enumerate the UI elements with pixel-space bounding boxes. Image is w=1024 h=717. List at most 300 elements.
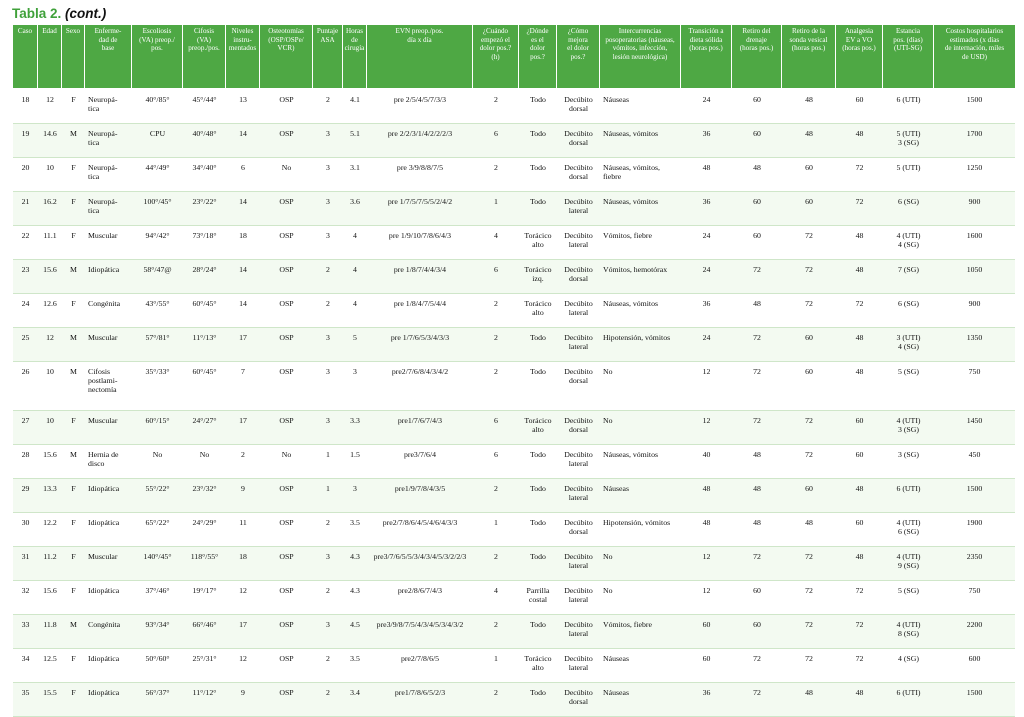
- table-cell: 4.1: [343, 90, 367, 124]
- table-cell: 14: [226, 260, 260, 294]
- table-cell: 48: [836, 479, 883, 513]
- table-cell: 1: [313, 479, 343, 513]
- column-header: Retiro de la sonda vesical (horas pos.): [782, 25, 836, 90]
- table-cell: Congénita: [85, 615, 132, 649]
- table-cell: 4.3: [343, 547, 367, 581]
- table-cell: 72: [732, 260, 782, 294]
- column-header: Enferme- dad de base: [85, 25, 132, 90]
- column-header: Sexo: [62, 25, 85, 90]
- table-cell: 60: [732, 226, 782, 260]
- table-cell: 6: [226, 158, 260, 192]
- table-cell: 1700: [934, 124, 1015, 158]
- table-cell: Todo: [519, 615, 557, 649]
- table-cell: F: [62, 513, 85, 547]
- table-cell: 24: [681, 226, 732, 260]
- table-cell: 60°/45°: [183, 362, 226, 411]
- table-cell: 24°/29°: [183, 513, 226, 547]
- table-cell: Decúbito dorsal: [557, 513, 600, 547]
- table-cell: No: [600, 547, 681, 581]
- table-cell: 3.3: [343, 411, 367, 445]
- table-cell: 1500: [934, 479, 1015, 513]
- table-cell: 1: [473, 513, 519, 547]
- table-cell: No: [260, 445, 313, 479]
- table-cell: 5 (UTI) 3 (SG): [883, 124, 934, 158]
- table-cell: 2: [313, 581, 343, 615]
- table-cell: 31: [13, 547, 38, 581]
- table-cell: pre3/7/6/5/5/3/4/3/4/5/3/2/2/3: [367, 547, 473, 581]
- table-cell: 72: [836, 192, 883, 226]
- table-cell: 72: [782, 547, 836, 581]
- table-cell: Muscular: [85, 547, 132, 581]
- column-header: Caso: [13, 25, 38, 90]
- table-cell: OSP: [260, 479, 313, 513]
- table-cell: Todo: [519, 158, 557, 192]
- table-cell: OSP: [260, 124, 313, 158]
- table-cell: 6: [473, 124, 519, 158]
- table-cell: 72: [732, 547, 782, 581]
- table-cell: 35: [13, 683, 38, 717]
- table-cell: OSP: [260, 649, 313, 683]
- table-cell: 48: [836, 547, 883, 581]
- table-cell: 60: [732, 124, 782, 158]
- table-cell: 36: [681, 683, 732, 717]
- table-cell: 45°/44°: [183, 90, 226, 124]
- table-cell: Náuseas, vómitos: [600, 124, 681, 158]
- table-cell: 1050: [934, 260, 1015, 294]
- table-cell: 5.1: [343, 124, 367, 158]
- table-row: [13, 124, 1015, 158]
- table-cell: Cifosis postlami- nectomía: [85, 362, 132, 411]
- table-cell: 2: [313, 260, 343, 294]
- table-cell: 4: [473, 581, 519, 615]
- table-cell: 66°/46°: [183, 615, 226, 649]
- table-cell: Todo: [519, 90, 557, 124]
- column-header: Transición a dieta sólida (horas pos.): [681, 25, 732, 90]
- table-cell: 5: [343, 328, 367, 362]
- table-cell: 72: [782, 581, 836, 615]
- table-cell: F: [62, 192, 85, 226]
- table-cell: Todo: [519, 445, 557, 479]
- table-cell: 48: [732, 445, 782, 479]
- table-cell: 2: [313, 294, 343, 328]
- table-row: [13, 294, 1015, 328]
- table-cell: CPU: [132, 124, 183, 158]
- table-cell: No: [132, 445, 183, 479]
- table-cell: pre2/8/6/7/4/3: [367, 581, 473, 615]
- table-cell: 60: [732, 581, 782, 615]
- header-row: [13, 25, 1015, 90]
- table-cell: Torácico alto: [519, 226, 557, 260]
- table-cell: 19°/17°: [183, 581, 226, 615]
- table-cell: 4 (SG): [883, 649, 934, 683]
- table-cell: 3: [313, 411, 343, 445]
- table-cell: 3.5: [343, 649, 367, 683]
- table-cell: No: [600, 411, 681, 445]
- table-cell: 10: [38, 411, 62, 445]
- table-cell: Todo: [519, 362, 557, 411]
- table-cell: OSP: [260, 90, 313, 124]
- table-cell: Decúbito dorsal: [557, 683, 600, 717]
- table-cell: 12.5: [38, 649, 62, 683]
- table-cell: Decúbito dorsal: [557, 260, 600, 294]
- table-cell: 55°/22°: [132, 479, 183, 513]
- table-cell: 4: [473, 226, 519, 260]
- table-row: [13, 649, 1015, 683]
- table-cell: 10: [38, 362, 62, 411]
- table-cell: 600: [934, 649, 1015, 683]
- table-cell: 1: [473, 192, 519, 226]
- table-cell: 40°/48°: [183, 124, 226, 158]
- table-cell: 3: [313, 158, 343, 192]
- table-cell: OSP: [260, 226, 313, 260]
- table-cell: 1500: [934, 683, 1015, 717]
- table-cell: 12: [681, 362, 732, 411]
- table-cell: Idiopática: [85, 683, 132, 717]
- table-cell: 72: [782, 615, 836, 649]
- table-row: [13, 260, 1015, 294]
- table-cell: Neuropá- tica: [85, 158, 132, 192]
- table-cell: 7: [226, 362, 260, 411]
- column-header: Analgesia EV a VO (horas pos.): [836, 25, 883, 90]
- table-cell: Decúbito lateral: [557, 226, 600, 260]
- table-cell: No: [600, 362, 681, 411]
- table-cell: 18: [226, 547, 260, 581]
- table-cell: F: [62, 90, 85, 124]
- table-cell: 15.6: [38, 445, 62, 479]
- table-cell: 28: [13, 445, 38, 479]
- table-cell: 2: [473, 547, 519, 581]
- table-cell: 3.6: [343, 192, 367, 226]
- table-cell: pre1/7/8/6/5/2/3: [367, 683, 473, 717]
- table-cell: 72: [782, 260, 836, 294]
- table-cell: Decúbito lateral: [557, 547, 600, 581]
- table-cell: 4 (UTI) 3 (SG): [883, 411, 934, 445]
- table-row: [13, 90, 1015, 124]
- table-cell: pre 2/5/4/5/7/3/3: [367, 90, 473, 124]
- table-cell: M: [62, 362, 85, 411]
- table-cell: 2: [473, 479, 519, 513]
- table-cell: 35°/33°: [132, 362, 183, 411]
- table-cell: 3: [313, 362, 343, 411]
- table-cell: 21: [13, 192, 38, 226]
- table-cell: 4.5: [343, 615, 367, 649]
- table-cell: 2: [473, 615, 519, 649]
- table-cell: 27: [13, 411, 38, 445]
- table-cell: 750: [934, 362, 1015, 411]
- table-cell: 1500: [934, 90, 1015, 124]
- table-cell: 60°/15°: [132, 411, 183, 445]
- table-cell: 24: [681, 328, 732, 362]
- table-cell: 11.1: [38, 226, 62, 260]
- table-cell: OSP: [260, 260, 313, 294]
- table-cell: M: [62, 445, 85, 479]
- table-cell: 16.2: [38, 192, 62, 226]
- table-cell: 48: [836, 124, 883, 158]
- table-cell: 2: [313, 649, 343, 683]
- column-header: Osteotomías (OSP/OSPe/ VCR): [260, 25, 313, 90]
- table-cell: Parrilla costal: [519, 581, 557, 615]
- table-cell: 72: [782, 226, 836, 260]
- table-cell: 2: [313, 683, 343, 717]
- table-cell: 60: [732, 90, 782, 124]
- table-cell: Torácico alto: [519, 649, 557, 683]
- table-cell: 60: [732, 615, 782, 649]
- table-cell: 12: [681, 547, 732, 581]
- table-cell: 13.3: [38, 479, 62, 513]
- table-cell: pre 2/2/3/1/4/2/2/2/3: [367, 124, 473, 158]
- table-cell: 4 (UTI) 8 (SG): [883, 615, 934, 649]
- table-cell: M: [62, 124, 85, 158]
- table-cell: 118°/55°: [183, 547, 226, 581]
- table-cell: Todo: [519, 683, 557, 717]
- table-cell: 3 (SG): [883, 445, 934, 479]
- table-cell: 14: [226, 192, 260, 226]
- table-cell: 10: [38, 158, 62, 192]
- table-cell: 23°/22°: [183, 192, 226, 226]
- table-cell: 26: [13, 362, 38, 411]
- table-cell: 7 (SG): [883, 260, 934, 294]
- column-header: ¿Cómo mejora el dolor pos.?: [557, 25, 600, 90]
- table-cell: 3: [313, 547, 343, 581]
- table-cell: 2: [313, 513, 343, 547]
- table-cell: Hipotensión, vómitos: [600, 513, 681, 547]
- table-cell: 1.5: [343, 445, 367, 479]
- table-cell: Torácico alto: [519, 411, 557, 445]
- table-cell: 48: [836, 328, 883, 362]
- table-cell: 65°/22°: [132, 513, 183, 547]
- table-cell: Idiopática: [85, 649, 132, 683]
- table-cell: 25°/31°: [183, 649, 226, 683]
- table-cell: OSP: [260, 411, 313, 445]
- table-cell: 14: [226, 124, 260, 158]
- table-cell: 4 (UTI) 6 (SG): [883, 513, 934, 547]
- column-header: Horas de cirugía: [343, 25, 367, 90]
- table-cell: Torácico izq.: [519, 260, 557, 294]
- table-cell: 15.6: [38, 260, 62, 294]
- table-cell: 48: [836, 226, 883, 260]
- table-cell: 60: [836, 90, 883, 124]
- table-cell: Decúbito lateral: [557, 479, 600, 513]
- table-cell: 4: [343, 294, 367, 328]
- table-cell: 11: [226, 513, 260, 547]
- table-cell: 60: [782, 479, 836, 513]
- table-cell: Idiopática: [85, 479, 132, 513]
- table-cell: F: [62, 226, 85, 260]
- table-cell: 11°/13°: [183, 328, 226, 362]
- table-cell: 3: [313, 124, 343, 158]
- column-header: Estancia pos. (días) (UTI-SG): [883, 25, 934, 90]
- table-cell: 12: [226, 649, 260, 683]
- table-cell: 2: [313, 90, 343, 124]
- table-cell: Vómitos, fiebre: [600, 226, 681, 260]
- column-header: ¿Dónde es el dolor pos.?: [519, 25, 557, 90]
- table-header: [13, 25, 1015, 90]
- table-cell: 900: [934, 192, 1015, 226]
- table-cell: 900: [934, 294, 1015, 328]
- table-cell: 36: [681, 124, 732, 158]
- table-cell: 6: [473, 260, 519, 294]
- table-cell: Neuropá- tica: [85, 90, 132, 124]
- table-cell: F: [62, 411, 85, 445]
- table-cell: 36: [681, 192, 732, 226]
- table-cell: F: [62, 683, 85, 717]
- table-row: [13, 581, 1015, 615]
- table-cell: 60: [782, 192, 836, 226]
- table-cell: Hipotensión, vómitos: [600, 328, 681, 362]
- table-cell: 11.8: [38, 615, 62, 649]
- table-cell: 72: [732, 683, 782, 717]
- table-cell: 12: [38, 90, 62, 124]
- table-cell: 450: [934, 445, 1015, 479]
- table-cell: Decúbito dorsal: [557, 411, 600, 445]
- table-cell: F: [62, 158, 85, 192]
- table-cell: 3: [313, 226, 343, 260]
- table-cell: 32: [13, 581, 38, 615]
- table-cell: OSP: [260, 192, 313, 226]
- table-cell: 56°/37°: [132, 683, 183, 717]
- table-cell: 140°/45°: [132, 547, 183, 581]
- column-header: Edad: [38, 25, 62, 90]
- table-cell: No: [260, 158, 313, 192]
- table-cell: 3: [313, 328, 343, 362]
- table-cell: Congénita: [85, 294, 132, 328]
- table-cell: 2: [473, 328, 519, 362]
- table-cell: 11°/12°: [183, 683, 226, 717]
- table-cell: pre 3/9/8/8/7/5: [367, 158, 473, 192]
- table-cell: 48: [782, 513, 836, 547]
- table-cell: 12: [226, 581, 260, 615]
- table-cell: OSP: [260, 294, 313, 328]
- table-cell: 1350: [934, 328, 1015, 362]
- table-cell: OSP: [260, 362, 313, 411]
- table-cell: Náuseas: [600, 479, 681, 513]
- table-cell: Decúbito lateral: [557, 328, 600, 362]
- data-table: [13, 25, 1015, 717]
- table-cell: 60: [836, 411, 883, 445]
- table-cell: Decúbito lateral: [557, 649, 600, 683]
- table-cell: Neuropá- tica: [85, 192, 132, 226]
- table-cell: F: [62, 479, 85, 513]
- table-cell: 12: [681, 581, 732, 615]
- table-cell: 40: [681, 445, 732, 479]
- table-cell: 36: [681, 294, 732, 328]
- table-cell: 11.2: [38, 547, 62, 581]
- table-cell: pre 1/7/5/7/5/5/2/4/2: [367, 192, 473, 226]
- table-cell: 72: [836, 294, 883, 328]
- table-body: [13, 90, 1015, 717]
- table-cell: 14.6: [38, 124, 62, 158]
- table-cell: 2: [473, 362, 519, 411]
- table-cell: 22: [13, 226, 38, 260]
- table-cell: 25: [13, 328, 38, 362]
- column-header: EVN preop./pos. día x día: [367, 25, 473, 90]
- table-cell: Idiopática: [85, 513, 132, 547]
- table-cell: Decúbito dorsal: [557, 90, 600, 124]
- table-cell: 6: [473, 445, 519, 479]
- table-cell: Vómitos, hemotórax: [600, 260, 681, 294]
- table-row: [13, 226, 1015, 260]
- table-cell: 48: [732, 294, 782, 328]
- table-cell: 1600: [934, 226, 1015, 260]
- table-cell: 48: [836, 362, 883, 411]
- table-cell: 37°/46°: [132, 581, 183, 615]
- table-cell: 6 (SG): [883, 192, 934, 226]
- table-cell: 48: [836, 260, 883, 294]
- table-cell: 19: [13, 124, 38, 158]
- table-cell: 23: [13, 260, 38, 294]
- table-cell: Idiopática: [85, 581, 132, 615]
- table-cell: 23°/32°: [183, 479, 226, 513]
- table-cell: 6 (SG): [883, 294, 934, 328]
- table-cell: pre2/7/8/6/4/5/4/6/4/3/3: [367, 513, 473, 547]
- table-cell: pre 1/8/7/4/4/3/4: [367, 260, 473, 294]
- table-cell: 44°/49°: [132, 158, 183, 192]
- table-cell: Todo: [519, 124, 557, 158]
- table-cell: 60: [681, 615, 732, 649]
- table-cell: pre 1/8/4/7/5/4/4: [367, 294, 473, 328]
- table-cell: 57°/81°: [132, 328, 183, 362]
- table-cell: Todo: [519, 192, 557, 226]
- table-cell: 72: [782, 649, 836, 683]
- table-cell: 3 (UTI) 4 (SG): [883, 328, 934, 362]
- table-row: [13, 445, 1015, 479]
- table-cell: 34°/40°: [183, 158, 226, 192]
- table-cell: Náuseas, vómitos: [600, 294, 681, 328]
- table-cell: 33: [13, 615, 38, 649]
- table-cell: Decúbito lateral: [557, 192, 600, 226]
- column-header: Intercurrencias posoperatorias (náuseas, vómitos, infección, lesión neurológica): [600, 25, 681, 90]
- table-cell: Todo: [519, 547, 557, 581]
- table-cell: Todo: [519, 513, 557, 547]
- table-cell: 60: [782, 158, 836, 192]
- table-row: [13, 547, 1015, 581]
- table-cell: 72: [836, 615, 883, 649]
- table-cell: 72: [732, 362, 782, 411]
- table-cell: 48: [681, 479, 732, 513]
- table-cell: 2: [473, 90, 519, 124]
- column-header: Cifosis (VA) preop./pos.: [183, 25, 226, 90]
- table-cell: 6: [473, 411, 519, 445]
- table-row: [13, 158, 1015, 192]
- table-row: [13, 513, 1015, 547]
- table-cell: pre1/7/6/7/4/3: [367, 411, 473, 445]
- table-cell: M: [62, 260, 85, 294]
- table-cell: F: [62, 294, 85, 328]
- table-cell: Todo: [519, 479, 557, 513]
- table-cell: 43°/55°: [132, 294, 183, 328]
- table-row: [13, 192, 1015, 226]
- table-cell: pre2/7/8/6/5: [367, 649, 473, 683]
- table-cell: 60: [782, 362, 836, 411]
- table-cell: pre2/7/6/8/4/3/4/2: [367, 362, 473, 411]
- table-cell: 18: [226, 226, 260, 260]
- table-cell: Torácico alto: [519, 294, 557, 328]
- column-header: Puntaje ASA: [313, 25, 343, 90]
- table-cell: 5 (SG): [883, 581, 934, 615]
- table-cell: 2350: [934, 547, 1015, 581]
- table-cell: 48: [836, 683, 883, 717]
- table-cell: 3: [343, 479, 367, 513]
- table-cell: 48: [782, 124, 836, 158]
- table-cell: 2: [226, 445, 260, 479]
- table-cell: 50°/60°: [132, 649, 183, 683]
- table-cell: 72: [782, 294, 836, 328]
- table-cell: Decúbito dorsal: [557, 124, 600, 158]
- table-cell: 60: [836, 513, 883, 547]
- table-cell: 48: [732, 513, 782, 547]
- table-cell: 40°/85°: [132, 90, 183, 124]
- table-cell: pre 1/7/6/5/3/4/3/3: [367, 328, 473, 362]
